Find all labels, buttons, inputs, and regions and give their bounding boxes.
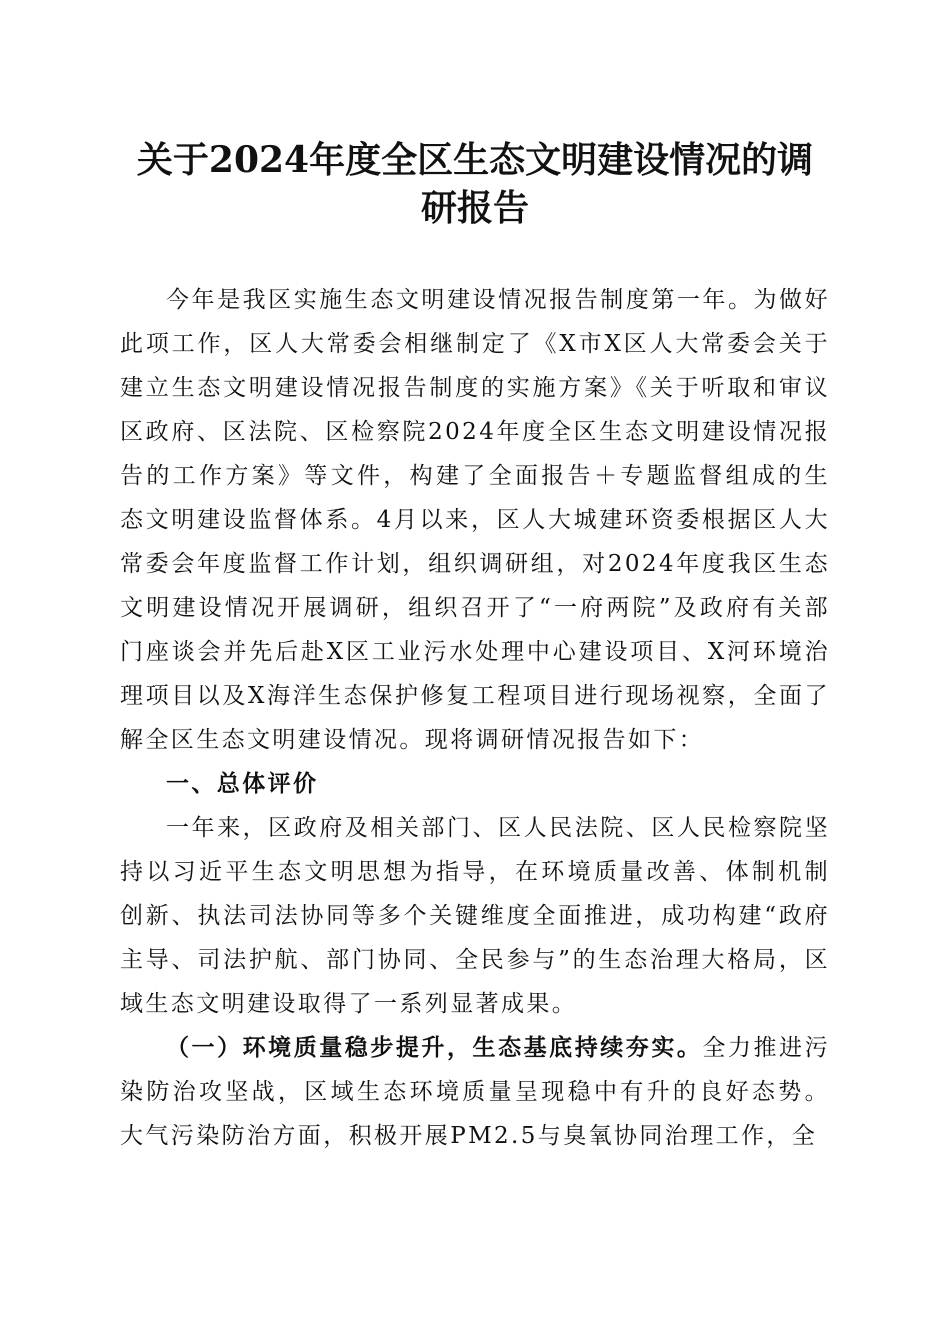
intro-paragraph: 今年是我区实施生态文明建设情况报告制度第一年。为做好此项工作，区人大常委会相继制定了《X市X区人大常委会关于建立生态文明建设情况报告制度的实施方案》《关于听取和审议区政府、区法院、区检察院2024年度全区生态文明建设情况报告的工作方案》等文件，构建了全面报告＋专题监督组成的生态文明建设监督体系。4月以来，区人大城建环资委根据区人大常委会年度监督工作计划，组织调研组，对2024年度我区生态文明建设情况开展调研，组织召开了“一府两院”及政府有关部门座谈会并先后赴X区工业污水处理中心建设项目、X河环境治理项目以及X海洋生态保护修复工程项目进行现场视察，全面了解全区生态文明建设情况。现将调研情况报告如下： <box>120 287 830 753</box>
document-title: 关于2024年度全区生态文明建设情况的调研报告 <box>136 139 814 229</box>
section-heading-overall-evaluation: 一、总体评价 <box>166 771 319 797</box>
document-body <box>120 278 830 1158</box>
overall-evaluation-paragraph: 一年来，区政府及相关部门、区人民法院、区人民检察院坚持以习近平生态文明思想为指导，在环境质量改善、体制机制创新、执法司法协同等多个关键维度全面推进，成功构建“政府主导、司法护航、部门协同、全民参与”的生态治理大格局，区域生态文明建设取得了一系列显著成果。 <box>120 815 830 1017</box>
environment-quality-lead: （一）环境质量稳步提升，生态基底持续夯实。 <box>166 1034 703 1061</box>
environment-quality-body: 全力推进污染防治攻坚战，区域生态环境质量呈现稳中有升的良好态势。大气污染防治方面，积极开展PM2.5与臭氧协同治理工作，全 <box>120 1035 830 1149</box>
environment-quality-paragraph <box>120 1026 830 1158</box>
